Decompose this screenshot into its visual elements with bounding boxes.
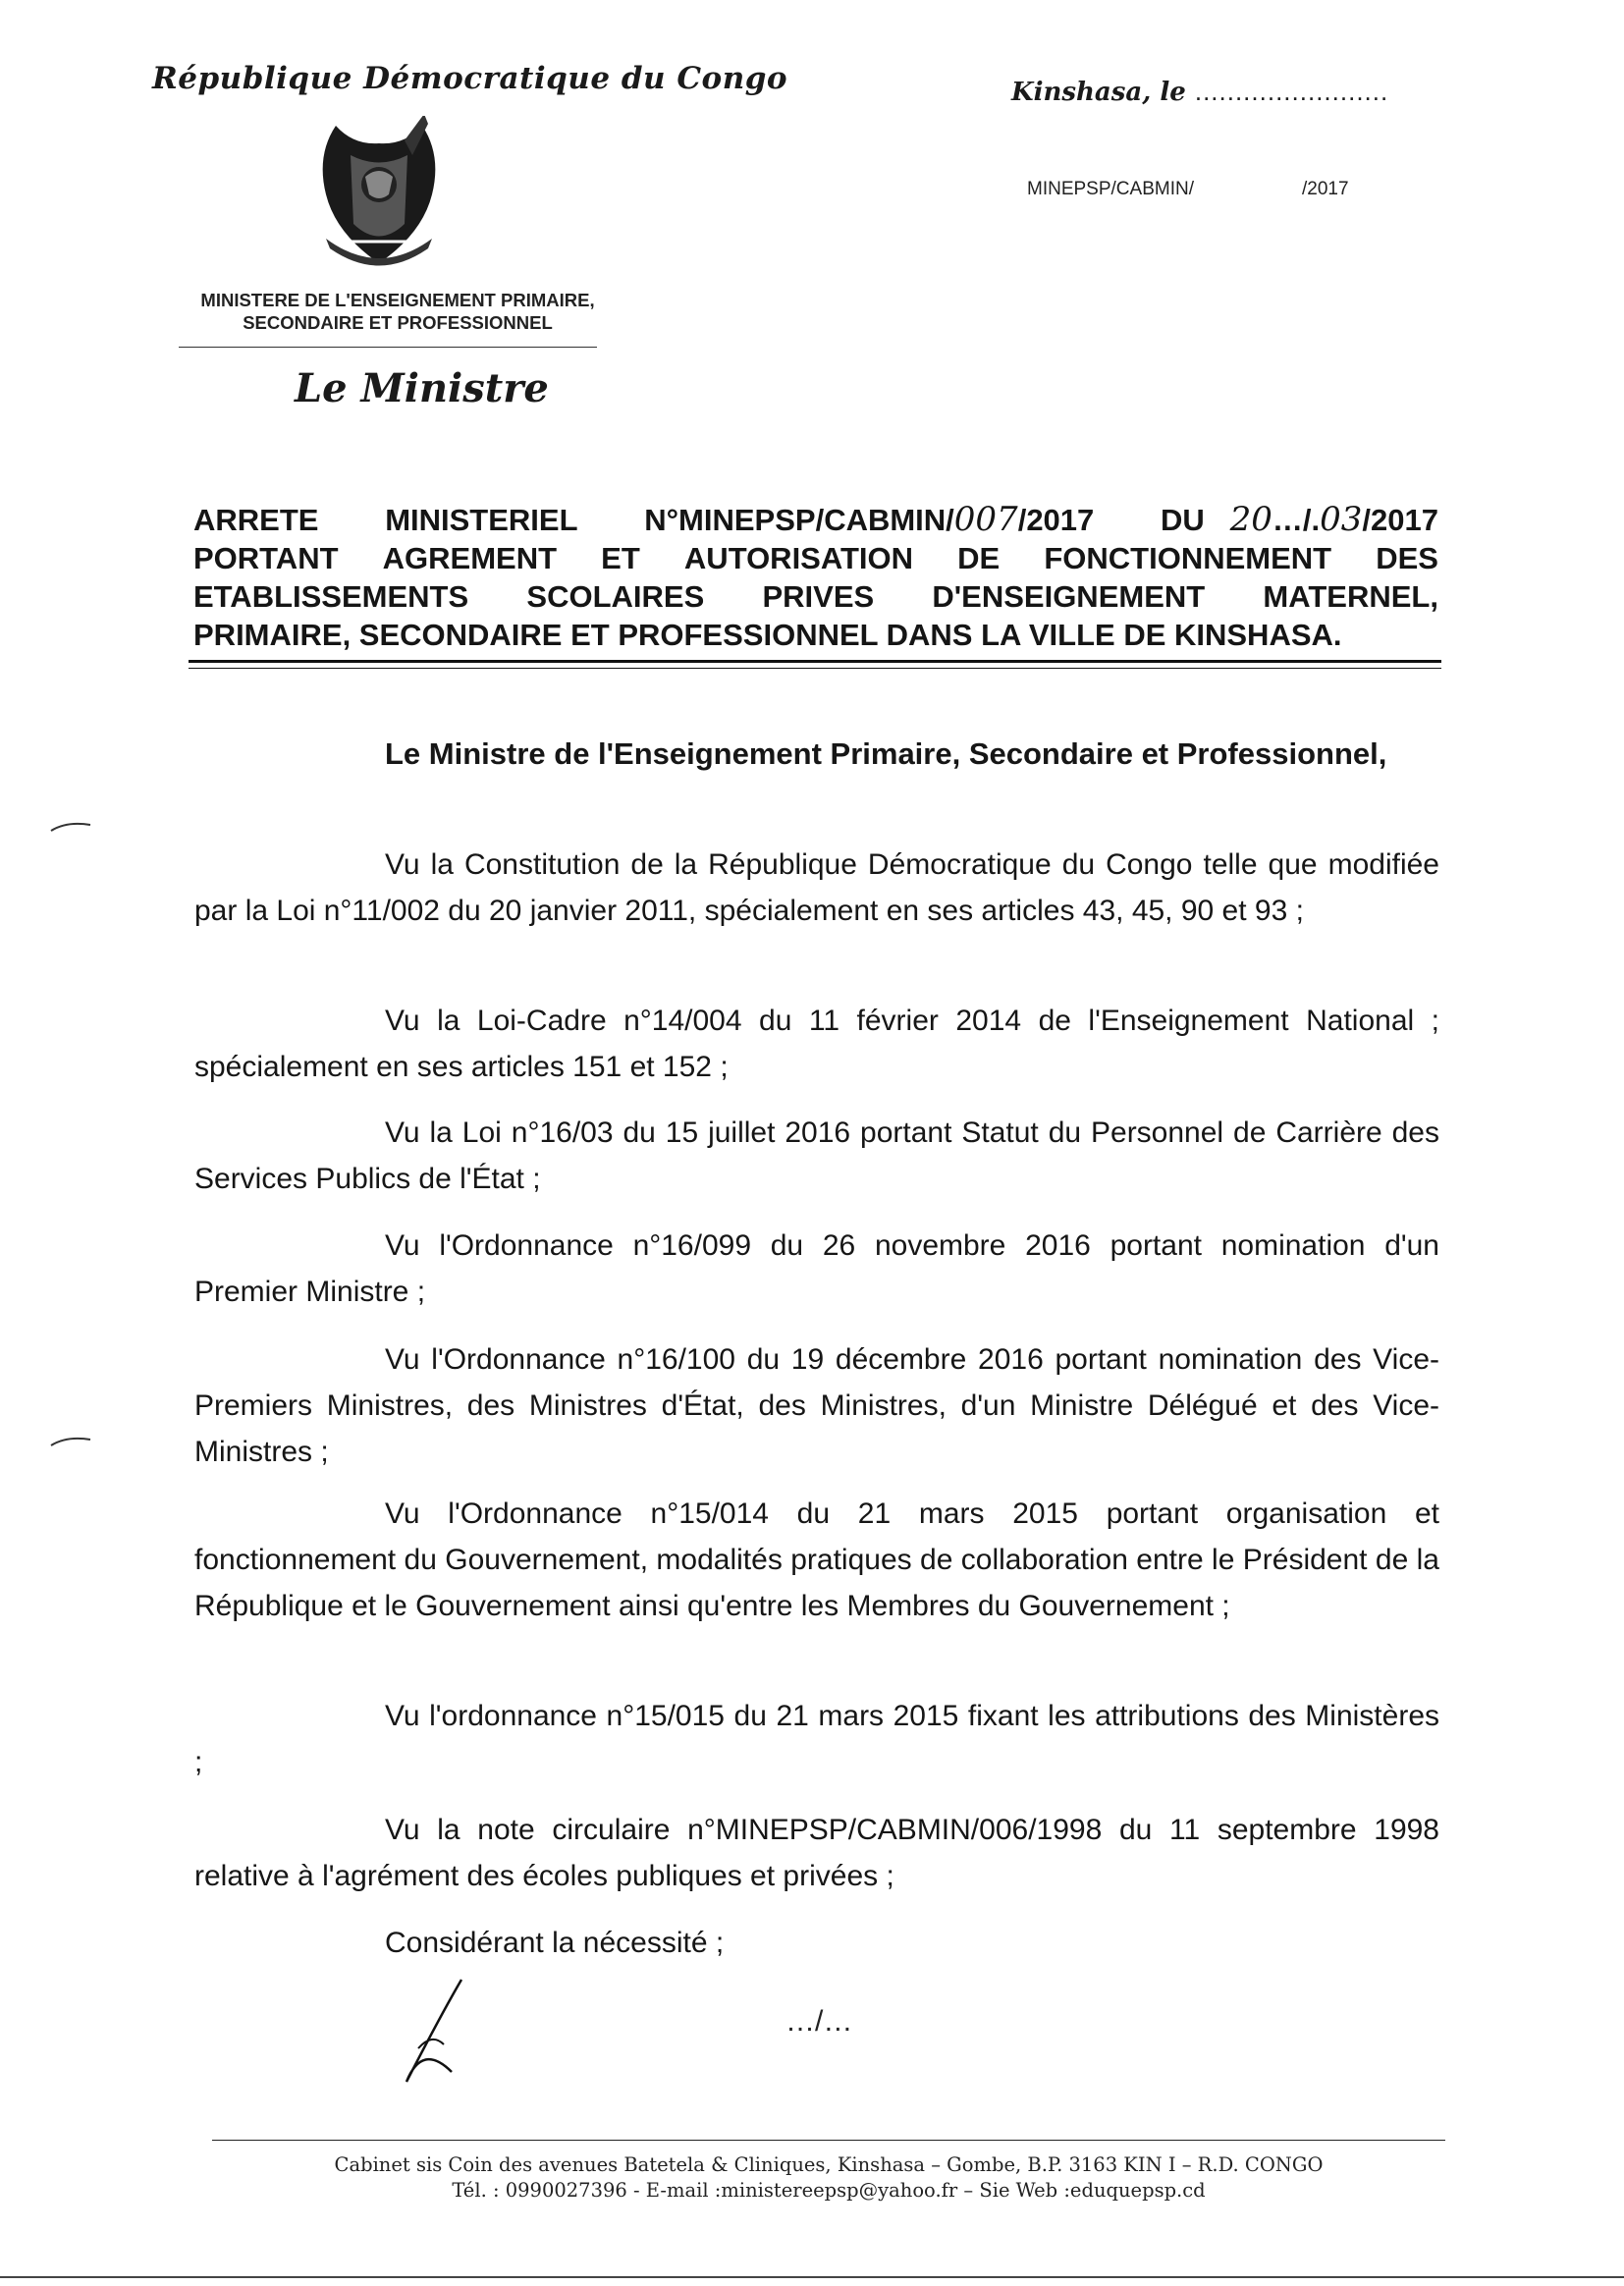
punch-mark <box>47 817 96 837</box>
title-double-rule-bottom <box>189 668 1441 669</box>
title-line-2 <box>193 539 1438 577</box>
reference-number <box>1027 179 1349 200</box>
handwritten-day: 20 <box>1229 500 1272 539</box>
ministry-name <box>167 289 628 334</box>
ministry-name-line2: SECONDAIRE ET PROFESSIONNEL <box>243 312 553 333</box>
ministry-name-line1: MINISTERE DE L'ENSEIGNEMENT PRIMAIRE, <box>200 290 595 310</box>
footer-divider <box>212 2140 1445 2141</box>
title-word: PRIVES <box>762 579 875 614</box>
title-line-3 <box>193 577 1438 616</box>
header-divider <box>179 347 597 348</box>
consideration-text: Vu la note circulaire n°MINEPSP/CABMIN/006/1998 du 11 septembre 1998 relative à l'agrément des écoles publiques et privées ; <box>194 1814 1439 1892</box>
preamble <box>194 731 1439 777</box>
date-label: DU <box>1161 503 1205 537</box>
title-word: DE <box>957 541 1001 575</box>
consideration-text: Vu la Loi n°16/03 du 15 juillet 2016 portant Statut du Personnel de Carrière des Services Publics de l'État ; <box>194 1116 1439 1195</box>
arrete-date <box>1161 501 1438 539</box>
consideration-paragraph <box>194 1491 1439 1629</box>
consideration-paragraph <box>194 998 1439 1090</box>
title-word: DES <box>1376 541 1438 575</box>
date-year: /2017 <box>1362 503 1438 537</box>
punch-mark <box>47 1432 96 1451</box>
consideration-text: Vu l'Ordonnance n°15/014 du 21 mars 2015 portant organisation et fonctionnement du Gouvernement, modalités pratiques de collaboration entre le Président de la République et le Gouvernement ainsi qu'entre les Membres du Gouvernement ; <box>194 1497 1439 1622</box>
title-word: FONCTIONNEMENT <box>1044 541 1332 575</box>
place-date-blank: ........................ <box>1194 77 1389 106</box>
consideration-paragraph <box>194 1223 1439 1315</box>
title-line-4: PRIMAIRE, SECONDAIRE ET PROFESSIONNEL DANS LA VILLE DE KINSHASA. <box>193 618 1342 652</box>
consideration-paragraph <box>194 1807 1439 1899</box>
title-word: ETABLISSEMENTS <box>193 579 469 614</box>
footer-contact: Tél. : 0990027396 - E-mail :ministereepsp@yahoo.fr – Sie Web :eduquepsp.cd <box>452 2179 1206 2202</box>
title-line-1 <box>193 501 1438 539</box>
title-word: MINISTERIEL <box>385 503 578 537</box>
consideration-text: Vu l'ordonnance n°15/015 du 21 mars 2015 fixant les attributions des Ministères ; <box>194 1700 1439 1778</box>
consideration-paragraph <box>194 842 1439 934</box>
reference-year: /2017 <box>1301 179 1349 199</box>
consideration-paragraph <box>194 1336 1439 1475</box>
title-word: SCOLAIRES <box>526 579 705 614</box>
arrete-number-year: /2017 <box>1017 503 1095 537</box>
arrete-number-prefix: N°MINEPSP/CABMIN/ <box>644 503 954 537</box>
title-word: AGREMENT <box>382 541 558 575</box>
minister-title: Le Ministre <box>295 365 549 411</box>
place-date-label: Kinshasa, le <box>1011 78 1186 107</box>
consideration-paragraph <box>194 1920 1439 1966</box>
title-word: AUTORISATION <box>683 541 913 575</box>
coat-of-arms-emblem <box>306 116 452 273</box>
title-word: ARRETE <box>193 503 319 537</box>
title-word: ET <box>601 541 640 575</box>
arrete-title <box>193 501 1438 654</box>
footer <box>212 2152 1445 2204</box>
title-word: PORTANT <box>193 541 339 575</box>
title-word: MATERNEL, <box>1263 579 1438 614</box>
footer-address: Cabinet sis Coin des avenues Batetela & Cliniques, Kinshasa – Gombe, B.P. 3163 KIN I – R.D. CONGO <box>334 2153 1324 2176</box>
date-separator: …/. <box>1272 503 1321 537</box>
consideration-text: Vu l'Ordonnance n°16/099 du 26 novembre 2016 portant nomination d'un Premier Ministre ; <box>194 1229 1439 1308</box>
republic-name: République Démocratique du Congo <box>152 61 788 96</box>
handwritten-number: 007 <box>953 500 1018 539</box>
continuation-mark: …/… <box>785 2005 853 2038</box>
signature-initial <box>393 1974 481 2092</box>
place-date <box>1011 77 1388 107</box>
title-double-rule-top <box>189 660 1441 663</box>
consideration-paragraph <box>194 1693 1439 1785</box>
consideration-text: Vu l'Ordonnance n°16/100 du 19 décembre 2016 portant nomination des Vice-Premiers Ministres, des Ministres d'État, des Ministres, d'un Ministre Délégué et des Vice-Ministres ; <box>194 1343 1439 1468</box>
consideration-paragraph <box>194 1110 1439 1202</box>
preamble-text: Le Ministre de l'Enseignement Primaire, Secondaire et Professionnel, <box>385 736 1387 771</box>
page-edge-line <box>0 2276 1624 2278</box>
reference-prefix: MINEPSP/CABMIN/ <box>1027 179 1194 199</box>
consideration-text: Vu la Loi-Cadre n°14/004 du 11 février 2014 de l'Enseignement National ; spécialement en ses articles 151 et 152 ; <box>194 1005 1439 1083</box>
consideration-text: Considérant la nécessité ; <box>385 1927 725 1959</box>
arrete-number <box>644 501 1094 539</box>
consideration-text: Vu la Constitution de la République Démocratique du Congo telle que modifiée par la Loi n°11/002 du 20 janvier 2011, spécialement en ses articles 43, 45, 90 et 93 ; <box>194 848 1439 927</box>
handwritten-month: 03 <box>1320 500 1363 539</box>
title-word: D'ENSEIGNEMENT <box>932 579 1206 614</box>
